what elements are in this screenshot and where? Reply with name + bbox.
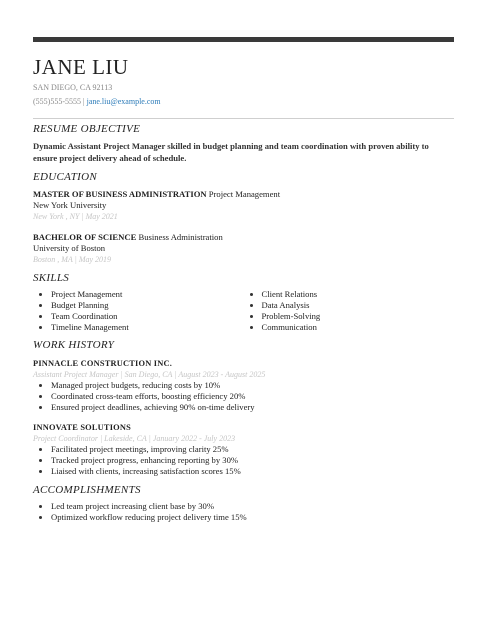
degree-line	[33, 232, 454, 243]
accomplishments-list	[33, 501, 454, 523]
resume-page	[33, 37, 454, 523]
skill-item: Project Management	[33, 289, 244, 300]
school-name: New York University	[33, 200, 107, 210]
degree-name: MASTER OF BUSINESS ADMINISTRATION	[33, 189, 207, 199]
address: SAN DIEGO, CA 92113	[33, 83, 113, 92]
education-title: EDUCATION	[33, 171, 98, 183]
job-meta: Project Coordinator | Lakeside, CA | January 2022 - July 2023	[33, 434, 236, 443]
skills-column-right	[244, 289, 455, 333]
education-meta: Boston , MA | May 2019	[33, 255, 112, 264]
contact-separator: |	[83, 97, 85, 106]
job-bullet: Managed project budgets, reducing costs by 10%	[33, 380, 454, 391]
job-entry	[33, 358, 454, 413]
degree-field: Project Management	[208, 189, 281, 199]
email-link[interactable]: jane.liu@example.com	[86, 97, 161, 106]
degree-name: BACHELOR OF SCIENCE	[33, 232, 137, 242]
degree-line	[33, 189, 454, 200]
job-meta: Assistant Project Manager | San Diego, CA | August 2023 - August 2025	[33, 370, 266, 379]
education-item	[33, 189, 454, 222]
skill-item: Communication	[244, 322, 455, 333]
skill-item: Data Analysis	[244, 300, 455, 311]
company-name: INNOVATE SOLUTIONS	[33, 423, 131, 432]
education-meta: New York , NY | May 2021	[33, 212, 118, 221]
work-history-title: WORK HISTORY	[33, 339, 115, 351]
skill-item: Client Relations	[244, 289, 455, 300]
skill-item: Budget Planning	[33, 300, 244, 311]
accomplishment-item: Led team project increasing client base by 30%	[33, 501, 454, 512]
skills-column-left	[33, 289, 244, 333]
job-bullet: Liaised with clients, increasing satisfaction scores 15%	[33, 466, 454, 477]
candidate-name: JANE LIU	[33, 55, 129, 79]
job-bullet: Tracked project progress, enhancing reporting by 30%	[33, 455, 454, 466]
skills-title: SKILLS	[33, 272, 70, 284]
education-item	[33, 232, 454, 265]
job-bullets	[33, 444, 454, 477]
job-entry	[33, 422, 454, 477]
contact-line	[33, 96, 454, 107]
job-bullet: Coordinated cross-team efforts, boosting efficiency 20%	[33, 391, 454, 402]
accomplishment-item: Optimized workflow reducing project delivery time 15%	[33, 512, 454, 523]
job-bullets	[33, 380, 454, 413]
accomplishments-title: ACCOMPLISHMENTS	[33, 484, 141, 496]
skill-item: Problem-Solving	[244, 311, 455, 322]
job-bullet: Ensured project deadlines, achieving 90% on-time delivery	[33, 402, 454, 413]
company-name: PINNACLE CONSTRUCTION INC.	[33, 359, 172, 368]
skill-item: Timeline Management	[33, 322, 244, 333]
degree-field: Business Administration	[138, 232, 223, 242]
header-bar	[33, 37, 454, 42]
phone: (555)555-5555	[33, 97, 81, 106]
objective-text: Dynamic Assistant Project Manager skilled in budget planning and team coordination with proven ability to ensure project delivery ahead of schedule.	[33, 141, 429, 163]
section-divider	[33, 118, 454, 119]
school-name: University of Boston	[33, 243, 106, 253]
objective-title: RESUME OBJECTIVE	[33, 123, 141, 135]
skill-item: Team Coordination	[33, 311, 244, 322]
skills-list	[33, 289, 454, 333]
job-bullet: Facilitated project meetings, improving clarity 25%	[33, 444, 454, 455]
